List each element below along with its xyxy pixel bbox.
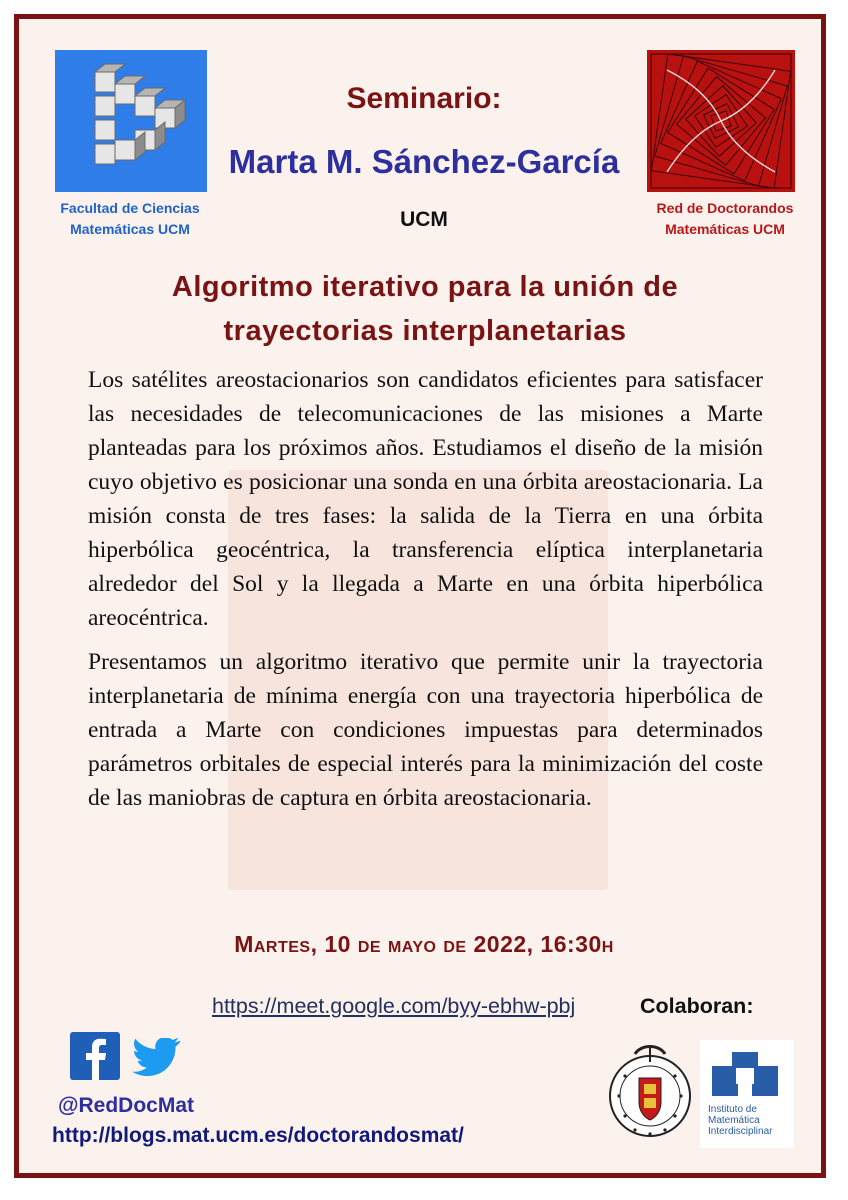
impossible-cube-triangle-icon xyxy=(55,50,207,192)
seminar-label: Seminario: xyxy=(346,82,502,115)
ucm-seal-graphic xyxy=(605,1040,695,1148)
faculty-caption xyxy=(40,198,220,240)
faculty-logo xyxy=(55,50,207,192)
speaker-name: Marta M. Sánchez-García xyxy=(228,143,620,180)
imi-line3: Interdisciplinar xyxy=(708,1126,773,1137)
abstract xyxy=(88,363,763,825)
imi-line2: Matemática xyxy=(708,1115,760,1126)
blog-link[interactable]: http://blogs.mat.ucm.es/doctorandosmat/ xyxy=(52,1124,464,1147)
facebook-f-glyph xyxy=(70,1032,120,1080)
imi-text xyxy=(708,1104,792,1137)
faculty-caption-line2: Matemáticas UCM xyxy=(70,221,190,237)
abstract-paragraph-2: Presentamos un algoritmo iterativo que permite unir la trayectoria interplanetaria de mínima energía con una trayectoria hiperbólica de entrada a Marte con condiciones impuestas para determinados parámetros orbitales de especial interés para la minimización del coste de las maniobras de captura en órbita areostacionaria. xyxy=(88,649,763,811)
imi-line1: Instituto de xyxy=(708,1104,757,1115)
talk-title-line2: trayectorias interplanetarias xyxy=(223,315,627,347)
event-date: Martes, 10 de mayo de 2022, 16:30h xyxy=(234,931,614,957)
ucm-seal-icon xyxy=(605,1040,695,1148)
faculty-caption-line1: Facultad de Ciencias xyxy=(60,200,200,216)
red-spiral-squares-icon xyxy=(647,50,795,192)
twitter-bird-glyph xyxy=(132,1038,184,1078)
imi-mark-icon xyxy=(706,1046,786,1102)
talk-title xyxy=(90,265,760,353)
social-handle[interactable]: @RedDocMat xyxy=(58,1094,194,1117)
facebook-icon[interactable] xyxy=(70,1032,120,1080)
network-caption xyxy=(635,198,815,240)
network-caption-line1: Red de Doctorandos xyxy=(656,200,794,216)
collaborators-label: Colaboran: xyxy=(640,994,754,1018)
network-caption-line2: Matemáticas UCM xyxy=(665,221,785,237)
imi-logo xyxy=(700,1040,794,1148)
meet-link[interactable]: https://meet.google.com/byy-ebhw-pbj xyxy=(212,994,576,1018)
abstract-paragraph-1: Los satélites areostacionarios son candidatos eficientes para satisfacer las necesidades de telecomunicaciones de las misiones a Marte planteadas para los próximos años. Estudiamos el diseño de la misión cuyo objetivo es posicionar una sonda en una órbita areostacionaria. La misión consta de tres fases: la salida de la Tierra en una órbita hiperbólica geocéntrica, la transferencia elíptica interplanetaria alrededor del Sol y la llegada a Marte en una órbita hiperbólica areocéntrica. xyxy=(88,367,763,631)
speaker-affiliation: UCM xyxy=(400,208,448,231)
network-logo xyxy=(647,50,795,192)
twitter-icon[interactable] xyxy=(132,1038,184,1078)
talk-title-line1: Algoritmo iterativo para la unión de xyxy=(171,271,679,303)
